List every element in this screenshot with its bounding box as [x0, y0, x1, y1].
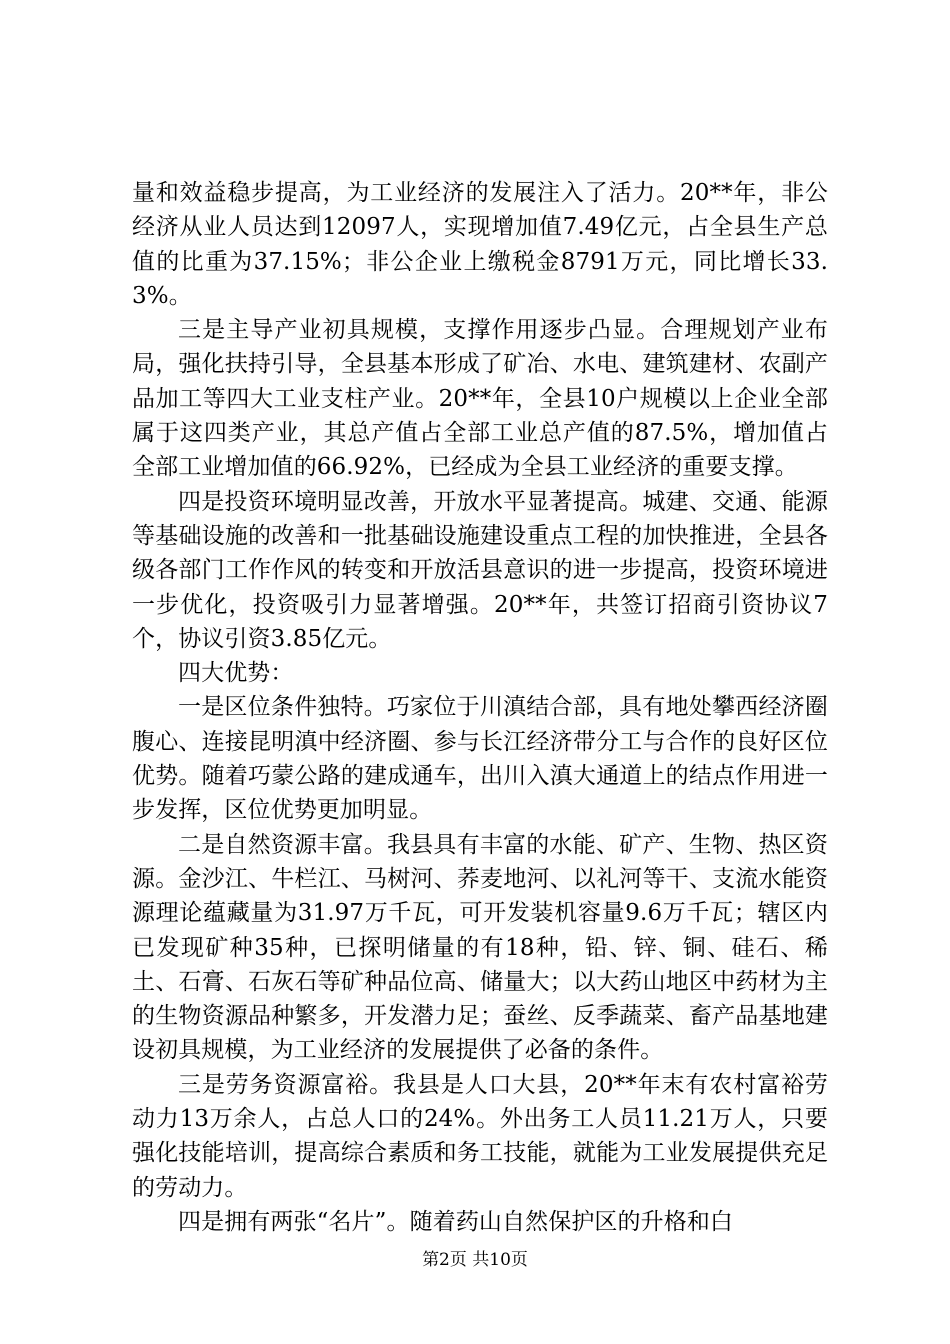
- section-heading-four-advantages: 四大优势：: [178, 660, 294, 687]
- page-number-label: 第2页 共10页: [422, 1250, 528, 1270]
- paragraph-3: 四是投资环境明显改善，开放水平显著提高。城建、交通、能源等基础设施的改善和一批基础设施建设重点工程的加快推进，全县各级各部门工作作风的转变和开放活县意识的进一步提高，投资环境进一步优化，投资吸引力显著增强。20**年，共签订招商引资协议7个，协议引资3.85亿元。: [132, 488, 828, 652]
- paragraph-7: 三是劳务资源富裕。我县是人口大县，20**年末有农村富裕劳动力13万余人，占总人口的24%。外出务工人员11.21万人，只要强化技能培训，提高综合素质和务工技能，就能为工业发展提供充足的劳动力。: [132, 1071, 828, 1201]
- paragraph-2: 三是主导产业初具规模，支撑作用逐步凸显。合理规划产业布局，强化扶持引导，全县基本形成了矿冶、水电、建筑建材、农副产品加工等四大工业支柱产业。20**年，全县10户规模以上企业全部属于这四类产业，其总产值占全部工业总产值的87.5%，增加值占全部工业增加值的66.92%，已经成为全县工业经济的重要支撑。: [132, 317, 828, 481]
- page-footer: [0, 1250, 950, 1270]
- paragraph-1: 量和效益稳步提高，为工业经济的发展注入了活力。20**年，非公经济从业人员达到12097人，实现增加值7.49亿元，占全县生产总值的比重为37.15%；非公企业上缴税金8791万元，同比增长33.3%。: [132, 180, 828, 309]
- document-body: [132, 176, 828, 1239]
- paragraph-5: 一是区位条件独特。巧家位于川滇结合部，具有地处攀西经济圈腹心、连接昆明滇中经济圈、参与长江经济带分工与合作的良好区位优势。随着巧蒙公路的建成通车，出川入滇大通道上的结点作用进一步发挥，区位优势更加明显。: [132, 694, 828, 824]
- paragraph-8: 四是拥有两张“名片”。随着药山自然保护区的升格和白: [178, 1208, 734, 1235]
- paragraph-6: 二是自然资源丰富。我县具有丰富的水能、矿产、生物、热区资源。金沙江、牛栏江、马树河、荞麦地河、以礼河等干、支流水能资源理论蕴藏量为31.97万千瓦，可开发装机容量9.6万千瓦；辖区内已发现矿种35种，已探明储量的有18种，铅、锌、铜、硅石、稀土、石膏、石灰石等矿种品位高、储量大；以大药山地区中药材为主的生物资源品种繁多，开发潜力足；蚕丝、反季蔬菜、畜产品基地建设初具规模，为工业经济的发展提供了必备的条件。: [132, 831, 828, 1064]
